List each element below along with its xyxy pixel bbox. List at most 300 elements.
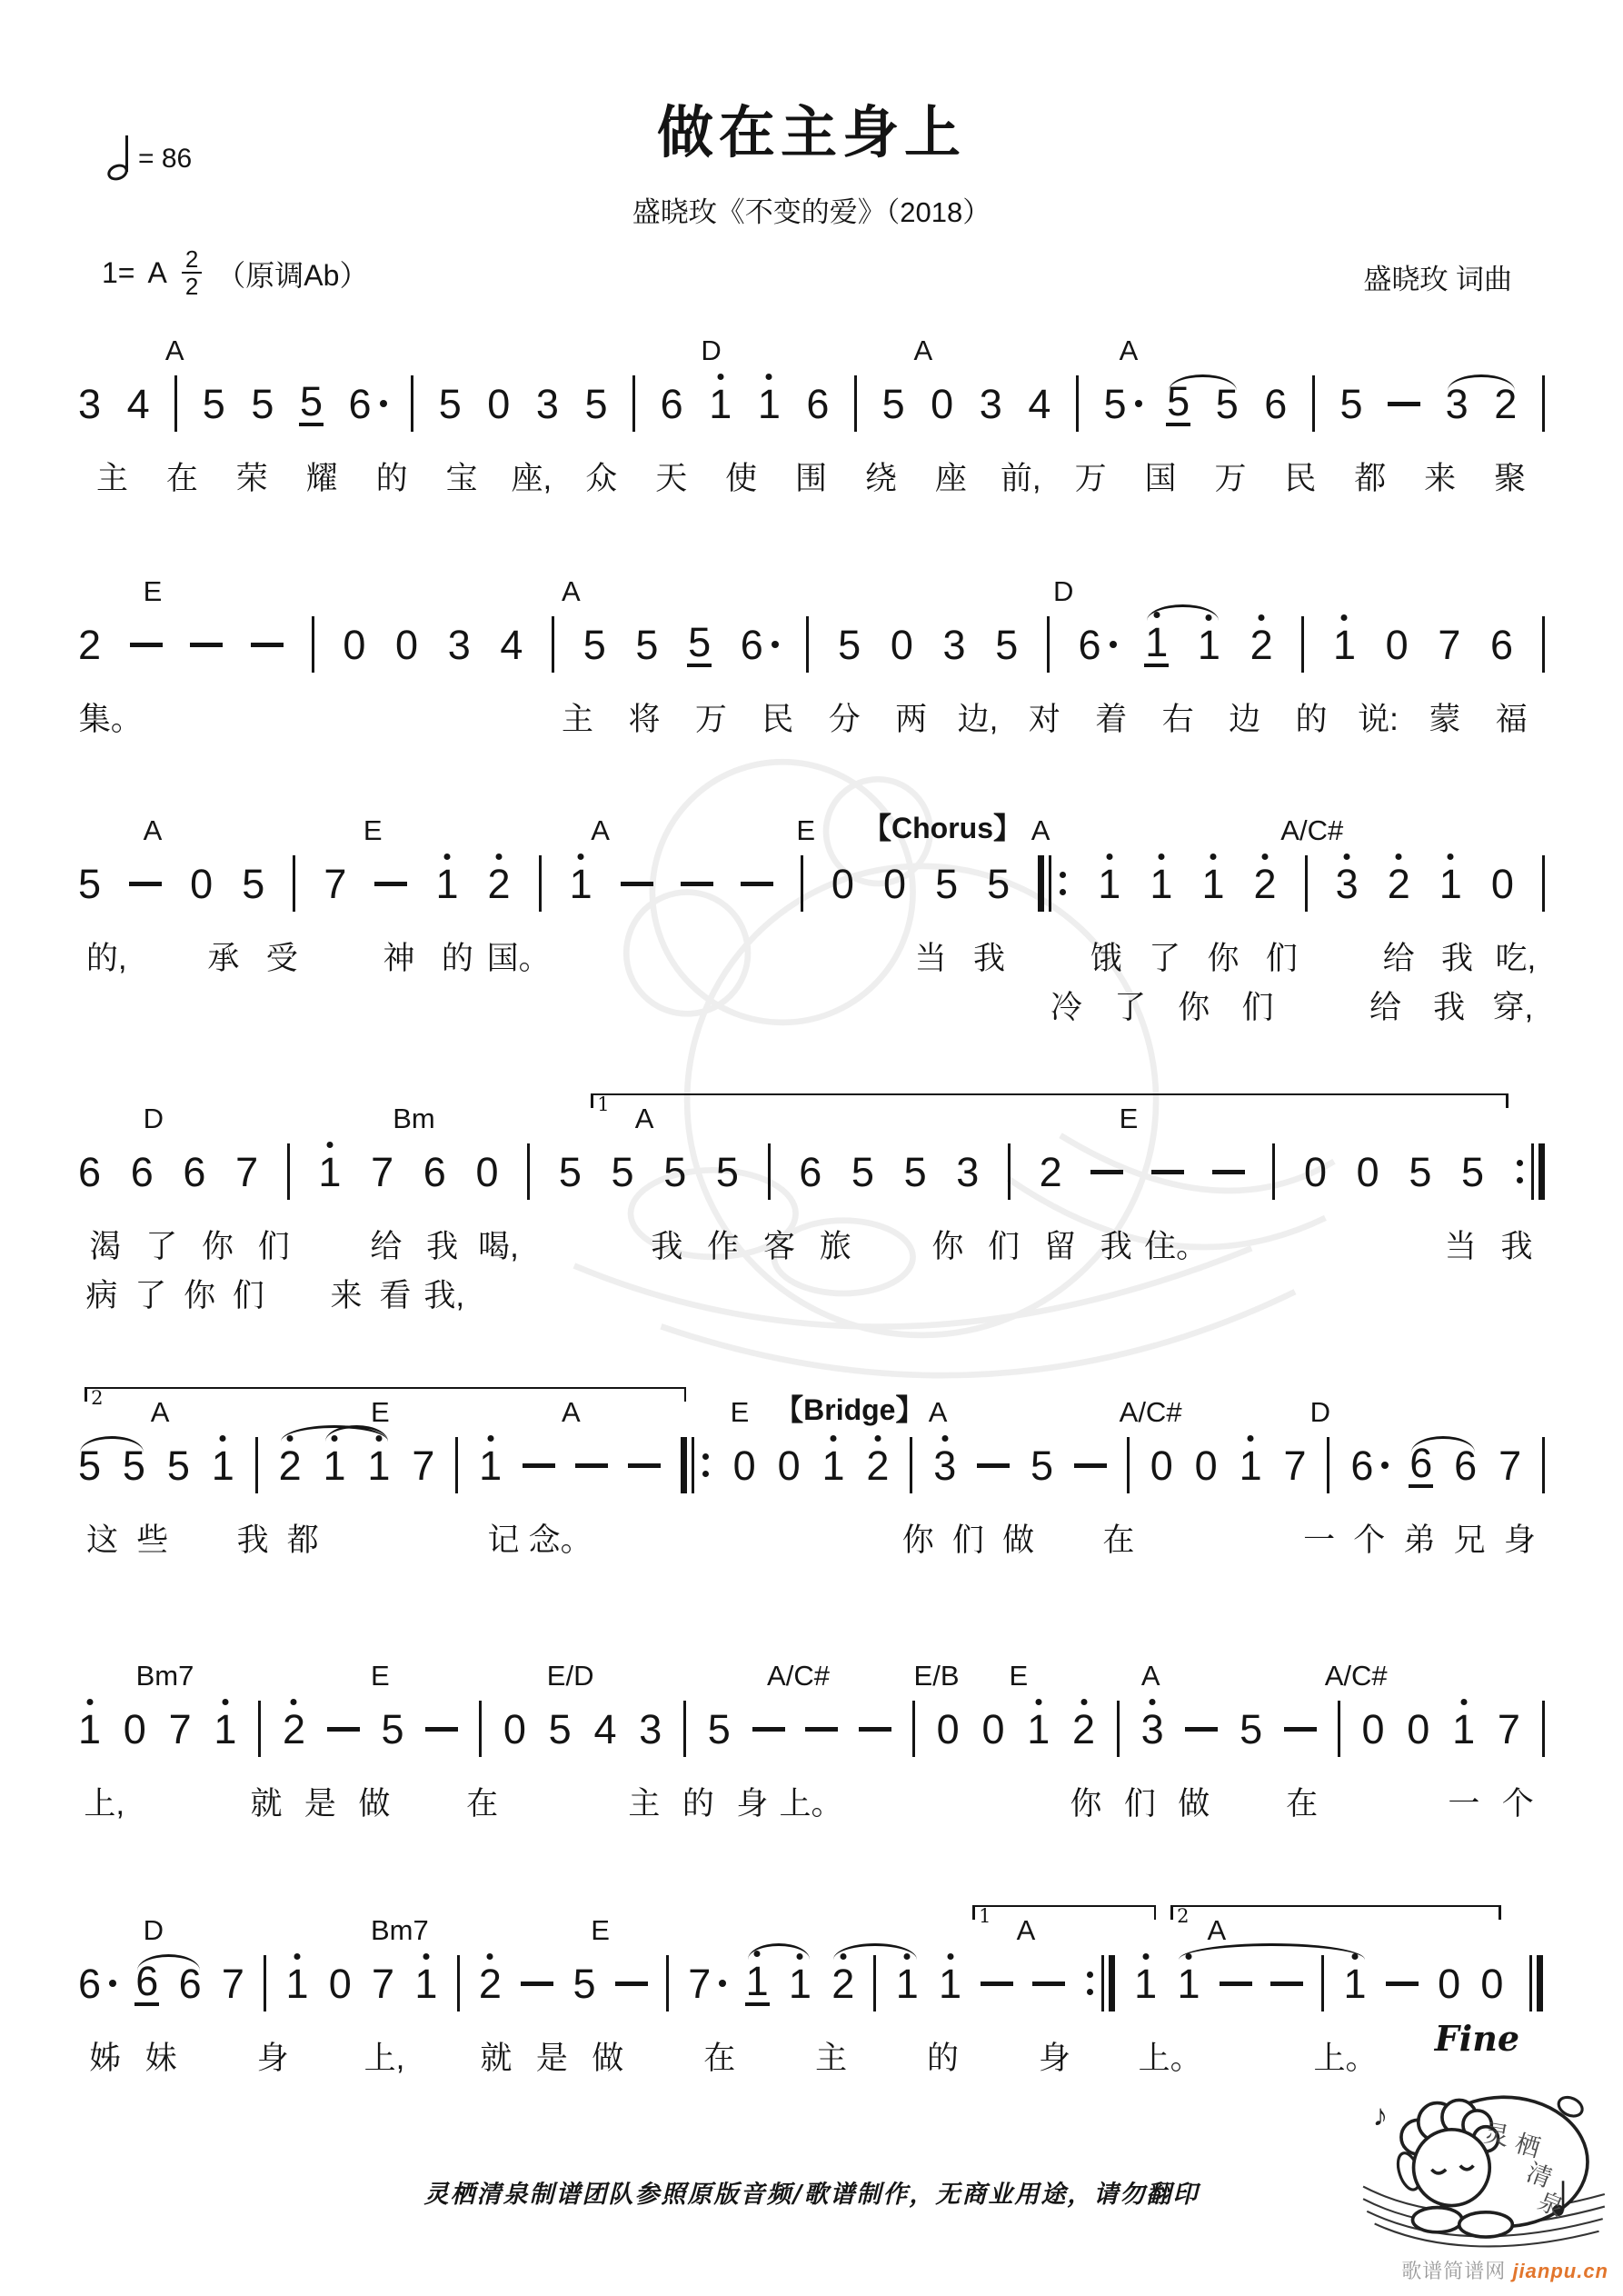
note: 1	[435, 860, 459, 907]
note: 7	[235, 1148, 259, 1195]
note: 5	[584, 380, 608, 427]
note: 3	[942, 621, 966, 668]
lyric-syllable: 喝,	[478, 1229, 519, 1264]
lyrics-row-1	[77, 1780, 1545, 1823]
note: 2	[487, 860, 511, 907]
lyric-syllable: 个	[1353, 1522, 1386, 1558]
lyric-syllable: 的	[682, 1786, 714, 1822]
barline	[1542, 375, 1545, 432]
lyric-syllable: 念。	[528, 1522, 592, 1558]
note: 7	[324, 860, 347, 907]
barline	[1301, 616, 1304, 673]
note: 5	[251, 380, 274, 427]
dash-note	[1270, 1982, 1303, 1986]
lyric-syllable: 了	[145, 1229, 178, 1264]
note: 2	[282, 1705, 305, 1752]
meter-numerator: 2	[184, 245, 199, 273]
lyric-syllable: 上,	[363, 2041, 405, 2076]
lyric-syllable: 聚	[1494, 461, 1527, 496]
section-label: 【Chorus】	[862, 812, 1023, 844]
lyric-syllable: 前,	[1000, 461, 1041, 496]
rest-note: 0	[1361, 1705, 1385, 1752]
barline	[1272, 1143, 1275, 1200]
dash-note	[521, 1982, 553, 1986]
lyric-syllable: 你	[1178, 990, 1210, 1025]
rest-note: 0	[1438, 1960, 1461, 2007]
note: 2	[831, 1960, 855, 2007]
lyrics-row-1	[77, 2034, 1545, 2078]
note: 1	[895, 1960, 919, 2007]
lyric-syllable: 上。	[779, 1786, 843, 1822]
note: 5	[438, 380, 462, 427]
note: 1	[569, 860, 592, 907]
note: 5	[838, 621, 861, 668]
note: 5	[299, 378, 323, 424]
lyric-syllable: 在	[703, 2041, 736, 2076]
barline	[768, 1143, 771, 1200]
dash-note	[741, 882, 773, 886]
lyric-syllable: 宝	[445, 461, 478, 496]
lyrics-row-1	[77, 695, 1545, 739]
chord-label: A	[561, 575, 581, 607]
lyric-syllable: 你	[1070, 1786, 1102, 1822]
chord-label: D	[143, 1914, 164, 1946]
note: 5	[881, 380, 905, 427]
lyric-syllable: 们	[232, 1278, 264, 1313]
note: 1	[1439, 860, 1462, 907]
lyric-syllable: 都	[286, 1522, 319, 1558]
note: 5	[611, 1148, 634, 1195]
sheep-paw	[1412, 2208, 1461, 2232]
note: 5	[573, 1960, 596, 2007]
note: 1	[479, 1442, 503, 1489]
repeat-start-barline	[1038, 851, 1070, 916]
chord-label: Bm7	[371, 1914, 429, 1946]
note: 2	[478, 1960, 502, 2007]
lyric-syllable: 对	[1028, 702, 1060, 737]
ending-bracket-1: 1	[591, 1093, 1508, 1110]
note: 1	[1134, 1960, 1158, 2007]
chord-label: E	[371, 1396, 390, 1428]
subtitle: 盛晓玫《不变的爱》（2018）	[632, 196, 991, 228]
rest-note: 0	[1356, 1148, 1379, 1195]
lyric-syllable: 我	[1433, 990, 1466, 1025]
note: 5	[935, 860, 959, 907]
barline	[1321, 1955, 1324, 2011]
rest-note: 0	[831, 860, 854, 907]
key-letter: A	[147, 256, 167, 290]
sheep-face	[1414, 2130, 1490, 2206]
lyric-syllable: 来	[1424, 461, 1457, 496]
chord-label: A	[591, 814, 610, 846]
lyric-syllable: 受	[265, 941, 298, 976]
note: 5	[1409, 1148, 1432, 1195]
note: 6	[740, 612, 779, 677]
lyric-syllable: 就	[480, 2041, 513, 2076]
repeat-end-barline	[1513, 1139, 1545, 1204]
lyric-syllable: 饿	[1090, 941, 1122, 976]
note: 5	[987, 860, 1011, 907]
note: 6	[1490, 621, 1514, 668]
chord-label: A	[561, 1396, 581, 1428]
svg-text:灵: 灵	[1481, 2118, 1512, 2151]
lyric-syllable: 都	[1354, 461, 1387, 496]
section-label: 【Bridge】	[774, 1393, 925, 1426]
chord-label: E	[143, 575, 163, 607]
dash-note	[981, 1982, 1013, 1986]
chord-label: A	[1140, 1660, 1160, 1692]
chord-label: A	[913, 334, 933, 366]
key-prefix: 1=	[102, 256, 135, 290]
barline	[632, 375, 635, 432]
lyric-syllable: 是	[535, 2041, 568, 2076]
chord-label: E	[730, 1396, 750, 1428]
rest-note: 0	[475, 1148, 499, 1195]
dash-note	[130, 643, 163, 647]
lyric-syllable: 我	[651, 1229, 683, 1264]
note: 1	[1239, 1442, 1262, 1489]
lyric-syllable: 承	[207, 941, 240, 976]
rest-note: 0	[890, 621, 913, 668]
note: 6	[78, 1148, 102, 1195]
lyric-syllable: 个	[1501, 1786, 1534, 1822]
key-signature	[102, 247, 368, 300]
lyric-syllable: 就	[250, 1786, 283, 1822]
dash-note	[1284, 1727, 1317, 1732]
note: 5	[1461, 1148, 1485, 1195]
note: 1	[1098, 860, 1121, 907]
lyric-syllable: 的,	[85, 941, 127, 976]
barline	[912, 1701, 915, 1757]
lyric-syllable: 万	[1074, 461, 1107, 496]
lyric-syllable: 做	[1002, 1522, 1035, 1558]
lyric-syllable: 我,	[423, 1278, 465, 1313]
rest-note: 0	[503, 1705, 526, 1752]
lyric-syllable: 作	[707, 1229, 740, 1264]
lyric-syllable: 的	[1295, 702, 1328, 737]
ending-bracket-2: 2	[85, 1387, 686, 1403]
notation-system-1	[77, 318, 1545, 498]
barline	[479, 1701, 482, 1757]
lyrics-row-1	[77, 454, 1545, 498]
note: 3	[78, 380, 102, 427]
page-title: 做在主身上	[656, 102, 966, 165]
ending-bracket-2: 2	[1170, 1905, 1500, 1922]
lyric-syllable: 些	[136, 1522, 169, 1558]
note: 2	[1250, 621, 1273, 668]
lyric-syllable: 记	[487, 1522, 520, 1558]
lyric-syllable: 蒙	[1429, 702, 1461, 737]
lyric-syllable: 姊	[89, 2041, 122, 2076]
lyric-syllable: 旅	[819, 1229, 851, 1264]
sheep-logo	[1361, 2074, 1608, 2274]
lyrics-row-1	[77, 934, 1545, 978]
notation-row	[77, 371, 1545, 436]
note: 7	[1499, 1442, 1522, 1489]
meter-denominator: 2	[182, 272, 202, 299]
note: 1	[1343, 1960, 1367, 2007]
dash-note	[805, 1727, 838, 1732]
note: 5	[1339, 380, 1363, 427]
lyric-syllable: 住。	[1144, 1229, 1209, 1264]
notation-system-5	[77, 1380, 1545, 1560]
chord-label: A	[1031, 814, 1050, 846]
notation-system-2	[77, 559, 1545, 739]
dash-note	[752, 1727, 785, 1732]
dash-note	[977, 1463, 1010, 1468]
lyric-syllable: 做	[1178, 1786, 1210, 1822]
lyric-syllable: 你	[901, 1522, 934, 1558]
rest-note: 0	[343, 621, 366, 668]
note: 1	[1145, 619, 1169, 665]
note: 5	[202, 380, 225, 427]
lyric-syllable: 座,	[511, 461, 553, 496]
lyric-syllable: 右	[1161, 702, 1194, 737]
lyric-syllable: 福	[1495, 702, 1528, 737]
note: 1	[1332, 621, 1356, 668]
lyric-syllable: 给	[1382, 941, 1415, 976]
note: 5	[166, 1442, 190, 1489]
note: 1	[414, 1960, 438, 2007]
chord-label: E	[796, 814, 816, 846]
note: 7	[168, 1705, 192, 1752]
note: 7	[412, 1442, 435, 1489]
note: 1	[318, 1148, 342, 1195]
barline	[1327, 1437, 1329, 1493]
note: 1	[367, 1442, 391, 1489]
lyric-syllable: 妹	[144, 2041, 177, 2076]
lyric-syllable: 给	[1369, 990, 1401, 1025]
chord-label: E	[591, 1914, 610, 1946]
lyric-syllable: 一	[1303, 1522, 1336, 1558]
note: 5	[242, 860, 265, 907]
note: 5	[688, 619, 712, 665]
lyric-syllable: 上,	[84, 1786, 125, 1822]
lyric-syllable: 留	[1043, 1229, 1076, 1264]
lyric-syllable: 吃,	[1495, 941, 1537, 976]
lyric-syllable: 集。	[78, 702, 143, 737]
note: 1	[1150, 860, 1173, 907]
chord-label: A	[150, 1396, 170, 1428]
lyric-syllable: 我	[426, 1229, 459, 1264]
lyric-syllable: 看	[379, 1278, 412, 1313]
barline	[1008, 1143, 1011, 1200]
lyric-syllable: 民	[1284, 461, 1317, 496]
lyric-syllable: 我	[1500, 1229, 1533, 1264]
lyric-syllable: 一	[1448, 1786, 1480, 1822]
lyric-syllable: 上。	[1313, 2041, 1378, 2076]
rest-note: 0	[487, 380, 511, 427]
note: 1	[211, 1442, 234, 1489]
lyric-syllable: 神	[383, 941, 415, 976]
lyric-syllable: 的	[375, 461, 408, 496]
barline	[1305, 855, 1308, 912]
notation-system-4	[77, 1086, 1545, 1315]
barline	[457, 1955, 460, 2011]
dash-note	[1212, 1170, 1245, 1174]
note: 7	[1438, 621, 1461, 668]
note: 6	[1454, 1442, 1478, 1489]
rest-note: 0	[931, 380, 954, 427]
note: 5	[663, 1148, 687, 1195]
barline	[264, 1955, 266, 2011]
chord-label: E	[1119, 1103, 1139, 1134]
lyric-syllable: 主	[562, 702, 594, 737]
notation-system-3	[77, 798, 1545, 1027]
note: 1	[821, 1442, 845, 1489]
lyric-syllable: 们	[988, 1229, 1021, 1264]
barline	[801, 855, 803, 912]
notation-row	[77, 612, 1545, 677]
lyric-syllable: 在	[1286, 1786, 1319, 1822]
lyric-syllable: 我	[1440, 941, 1473, 976]
note: 3	[1140, 1705, 1164, 1752]
chord-label: A	[1119, 334, 1139, 366]
dash-note	[859, 1727, 891, 1732]
lyric-syllable: 渴	[89, 1229, 122, 1264]
notation-system-7	[77, 1898, 1545, 2078]
dash-note	[327, 1727, 360, 1732]
chord-label: Bm7	[135, 1660, 194, 1692]
chord-label: A/C#	[767, 1660, 830, 1692]
note: 7	[1497, 1705, 1520, 1752]
note: 6	[660, 380, 683, 427]
barline	[527, 1143, 530, 1200]
note: 5	[78, 1442, 102, 1489]
note: 1	[1452, 1705, 1476, 1752]
note: 2	[1072, 1705, 1096, 1752]
dash-note	[425, 1727, 458, 1732]
note: 3	[1335, 860, 1359, 907]
barline	[411, 375, 413, 432]
chord-label: A/C#	[1280, 814, 1344, 846]
lyric-syllable: 围	[795, 461, 828, 496]
lyric-syllable: 身	[256, 2041, 289, 2076]
barline	[854, 375, 857, 432]
dash-note	[1388, 402, 1420, 406]
note: 1	[757, 380, 781, 427]
lyric-syllable: 你	[931, 1229, 964, 1264]
lyric-syllable: 病	[85, 1278, 118, 1313]
lyric-syllable: 身	[1038, 2041, 1070, 2076]
lyric-syllable: 使	[725, 461, 758, 496]
lyric-syllable: 了	[134, 1278, 167, 1313]
note: 2	[1387, 860, 1410, 907]
barline	[1542, 1701, 1545, 1757]
lyric-syllable: 座	[934, 461, 967, 496]
rest-note: 0	[1490, 860, 1514, 907]
barline	[1127, 1437, 1130, 1493]
note: 3	[639, 1705, 662, 1752]
note: 4	[593, 1705, 617, 1752]
note: 6	[1349, 1433, 1389, 1498]
lyric-syllable: 在	[466, 1786, 499, 1822]
note: 5	[995, 621, 1019, 668]
repeat-start-barline	[681, 1433, 712, 1498]
note: 7	[1283, 1442, 1307, 1489]
note: 6	[1409, 1440, 1433, 1486]
lyric-syllable: 上。	[1138, 2041, 1202, 2076]
lyric-syllable: 我	[1100, 1229, 1132, 1264]
note: 5	[903, 1148, 927, 1195]
lyric-syllable: 民	[762, 702, 794, 737]
lyric-syllable: 身	[736, 1786, 769, 1822]
barline	[683, 1701, 686, 1757]
barline	[1076, 375, 1079, 432]
note: 1	[78, 1705, 102, 1752]
note: 5	[1215, 380, 1239, 427]
final-barline	[1523, 1951, 1545, 2016]
barline	[806, 616, 809, 673]
site-watermark	[1401, 2256, 1608, 2284]
chord-label: A	[928, 1396, 948, 1428]
eighth-note-icon: ♪	[1372, 2099, 1389, 2133]
lyric-syllable: 来	[330, 1278, 363, 1313]
barline	[1117, 1701, 1120, 1757]
note: 7	[221, 1960, 244, 2007]
dash-note	[628, 1463, 661, 1468]
barline	[1542, 855, 1545, 912]
chord-label: E/D	[546, 1660, 594, 1692]
note: 3	[979, 380, 1002, 427]
sheep-paw	[1459, 2212, 1513, 2237]
lyric-syllable: 国。	[486, 941, 551, 976]
lyric-syllable: 们	[1265, 941, 1298, 976]
lyric-syllable: 你	[1207, 941, 1240, 976]
lyric-syllable: 是	[304, 1786, 336, 1822]
dash-note	[615, 1982, 648, 1986]
note: 1	[1177, 1960, 1200, 2007]
note: 6	[183, 1148, 206, 1195]
time-signature	[182, 247, 202, 300]
barline	[312, 616, 314, 673]
chord-label: E	[371, 1660, 390, 1692]
rest-note: 0	[1480, 1960, 1504, 2007]
note: 5	[1167, 378, 1190, 424]
lyric-syllable: 穿,	[1492, 990, 1534, 1025]
barline	[539, 855, 542, 912]
barline	[1338, 1701, 1340, 1757]
rest-note: 0	[328, 1960, 352, 2007]
note: 2	[1494, 380, 1518, 427]
lyric-syllable: 了	[1114, 990, 1147, 1025]
barline	[552, 616, 554, 673]
lyrics-row-1	[77, 1516, 1545, 1560]
dash-note	[523, 1463, 555, 1468]
note: 3	[956, 1148, 980, 1195]
lyric-syllable: 你	[201, 1229, 234, 1264]
note: 5	[707, 1705, 731, 1752]
footer-note: 灵栖清泉制谱团队参照原版音频/歌谱制作，无商业用途，请勿翻印	[423, 2181, 1200, 2209]
lyric-syllable: 主	[628, 1786, 661, 1822]
lyric-syllable: 当	[914, 941, 947, 976]
rest-note: 0	[1194, 1442, 1218, 1489]
note: 1	[323, 1442, 346, 1489]
note: 5	[1031, 1442, 1054, 1489]
fine-marking: Fine	[1434, 2018, 1519, 2059]
svg-text:栖: 栖	[1511, 2128, 1544, 2163]
note: 7	[372, 1960, 395, 2007]
dash-note	[374, 882, 407, 886]
chord-label: A	[1207, 1914, 1227, 1946]
note: 3	[447, 621, 471, 668]
barline	[258, 1701, 261, 1757]
dash-note	[1151, 1170, 1184, 1174]
lyric-syllable: 将	[628, 702, 661, 737]
dash-note	[1090, 1170, 1123, 1174]
note: 5	[122, 1442, 145, 1489]
lyric-syllable: 说:	[1358, 702, 1399, 737]
